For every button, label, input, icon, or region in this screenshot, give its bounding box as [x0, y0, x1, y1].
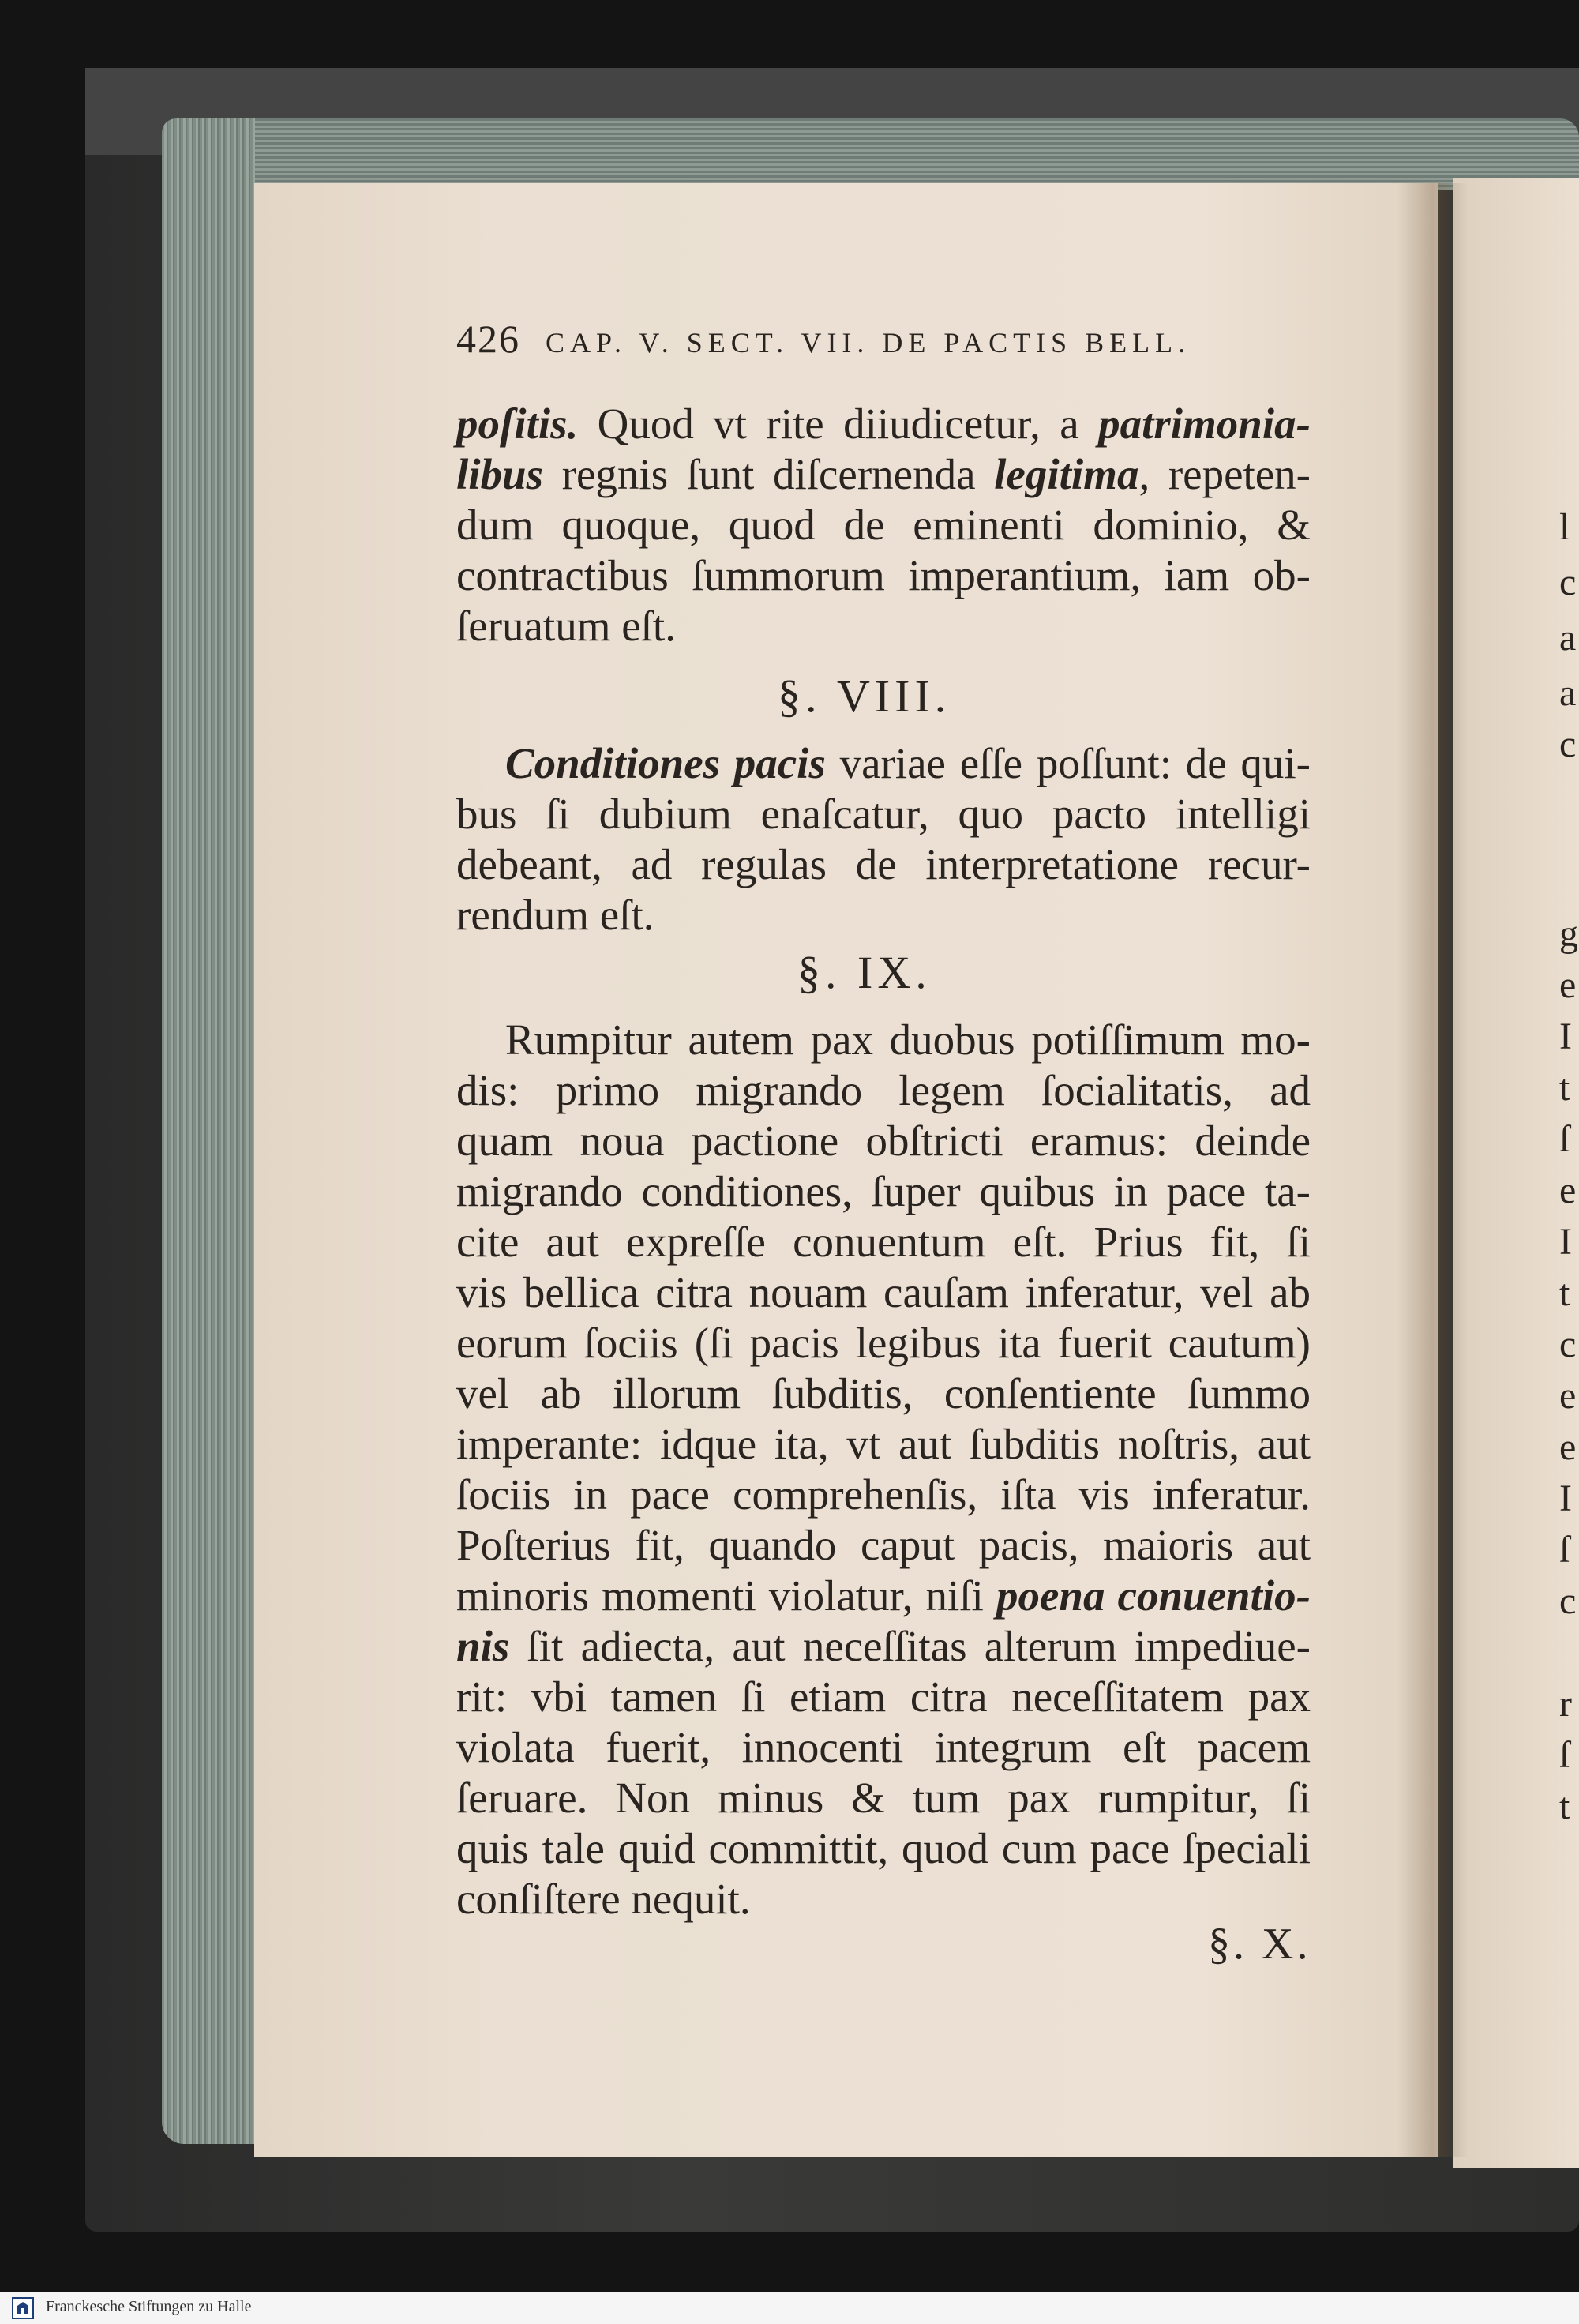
running-head [456, 316, 1317, 362]
right-page-fragment: r [1559, 1683, 1572, 1725]
right-page-fragment: c [1559, 1580, 1577, 1622]
text-line: cite aut expreſſe conuentum eſt. Prius fit, ſi [456, 1218, 1311, 1266]
section-heading-ix: §. IX. [797, 947, 932, 998]
right-page-fragment: e [1559, 964, 1577, 1006]
right-page-fragment: e [1559, 1375, 1577, 1417]
right-page-fragment: I [1559, 1221, 1572, 1263]
text-line: imperante: idque ita, vt aut ſubditis noſtris, aut [456, 1420, 1311, 1468]
text-line: migrando conditiones, ſuper quibus in pace ta- [456, 1167, 1311, 1215]
italic-term: nis [456, 1622, 510, 1670]
book-gutter [1397, 183, 1468, 2157]
institution-logo-icon [11, 2296, 35, 2320]
text-line [505, 738, 1311, 789]
text-line [456, 1571, 1311, 1621]
right-page-fragment: t [1559, 1785, 1570, 1827]
line-text: Quod vt rite diiudicetur, a [578, 400, 1099, 448]
text-line: ſeruare. Non minus & tum pax rumpitur, ſi [456, 1774, 1311, 1822]
text-line [456, 449, 1311, 500]
line-text: variae eſſe poſſunt: de qui- [825, 739, 1311, 787]
right-page-fragment: c [1559, 1323, 1577, 1365]
text-line: quam noua pactione obſtricti eramus: deinde [456, 1117, 1311, 1165]
running-title: CAP. V. SECT. VII. DE PACTIS BELL. [546, 327, 1191, 359]
italic-term: Conditiones pacis [505, 739, 826, 787]
text-line: contractibus ſummorum imperantium, iam ob- [456, 551, 1311, 599]
right-page-fragment: ſ [1559, 1734, 1570, 1776]
text-line: dis: primo migrando legem ſocialitatis, ad [456, 1066, 1311, 1114]
text-line: conſiſtere nequit. [456, 1875, 751, 1923]
institution-name: Franckesche Stiftungen zu Halle [46, 2298, 252, 2315]
line-text: ſit adiecta, aut neceſſitas alterum impediue- [509, 1622, 1311, 1670]
right-page-fragment: t [1559, 1272, 1570, 1314]
italic-term: poena conuentio- [996, 1571, 1311, 1620]
text-line [456, 399, 1311, 449]
text-line: quis tale quid committit, quod cum pace ſpeciali [456, 1824, 1311, 1872]
line-text: , repeten- [1138, 450, 1311, 498]
italic-term: legitima [994, 450, 1139, 498]
right-page-fragment: ſ [1559, 1529, 1570, 1571]
catchword: §. X. [1208, 1920, 1311, 1969]
italic-term: patrimonia- [1098, 400, 1311, 448]
text-line: ſociis in pace comprehenſis, iſta vis inferatur. [456, 1470, 1311, 1519]
page-block-top-edge [182, 118, 1579, 190]
right-page-fragment: a [1559, 672, 1577, 714]
right-page-fragment: g [1559, 913, 1578, 955]
right-page-fragment: l [1559, 506, 1570, 548]
italic-term: libus [456, 450, 544, 498]
right-page-fragment: c [1559, 561, 1577, 603]
text-line: vis bellica citra nouam cauſam inferatur, vel ab [456, 1268, 1311, 1316]
right-page-fragment: I [1559, 1016, 1572, 1057]
right-page-fragment: t [1559, 1067, 1570, 1109]
line-text: minoris momenti violatur, niſi [456, 1571, 996, 1620]
text-line: Rumpitur autem pax duobus potiſſimum mo- [505, 1016, 1311, 1064]
right-page-fragment: ſ [1559, 1118, 1570, 1160]
text-line: violata fuerit, innocenti integrum eſt pacem [456, 1723, 1311, 1771]
text-line [456, 1621, 1311, 1672]
section-heading-viii: §. VIII. [778, 670, 951, 722]
text-line: debeant, ad regulas de interpretatione recur- [456, 840, 1311, 888]
text-line: eorum ſociis (ſi pacis legibus ita fuerit cautum) [456, 1319, 1311, 1367]
italic-term: poſitis. [456, 400, 579, 448]
right-page-fragment: a [1559, 617, 1577, 659]
text-line: rendum eſt. [456, 891, 654, 939]
page-block-side-edge [162, 118, 255, 2144]
right-page-fragment: e [1559, 1170, 1577, 1211]
page-number: 426 [456, 317, 520, 361]
text-line: dum quoque, quod de eminenti dominio, & [456, 501, 1311, 549]
right-page-fragment: I [1559, 1477, 1572, 1519]
text-line: vel ab illorum ſubditis, conſentiente ſummo [456, 1369, 1311, 1417]
right-page-fragment: e [1559, 1426, 1577, 1468]
text-line: rit: vbi tamen ſi etiam citra neceſſitatem pax [456, 1673, 1311, 1721]
text-line: Poſterius fit, quando caput pacis, maioris aut [456, 1521, 1311, 1569]
line-text: regnis ſunt diſcernenda [543, 450, 995, 498]
right-page-fragment: c [1559, 723, 1577, 765]
text-line: ſeruatum eſt. [456, 602, 676, 650]
text-line: bus ſi dubium enaſcatur, quo pacto intelligi [456, 790, 1311, 838]
